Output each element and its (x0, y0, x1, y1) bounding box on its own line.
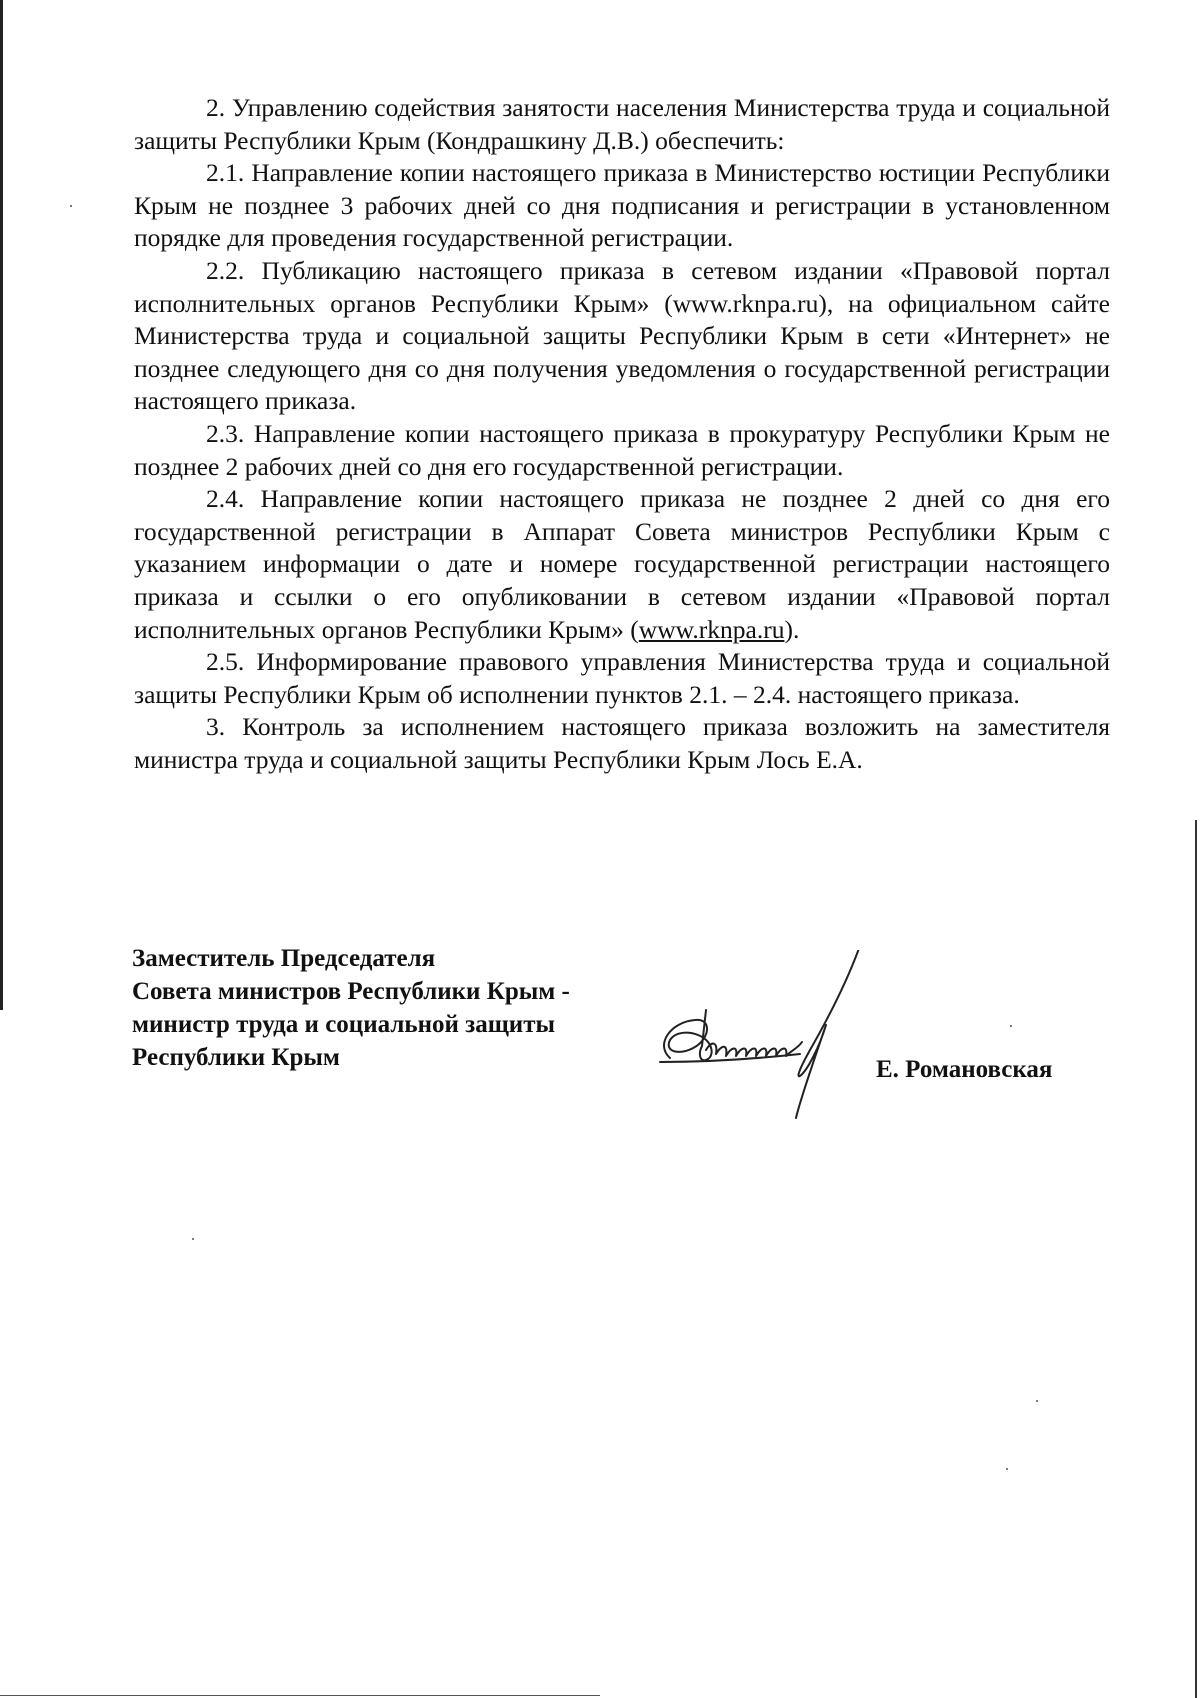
paragraph-2-4-text: 2.4. Направление копии настоящего приказа не позднее 2 дней со дня его государственной регистрации в Аппарат Совета министров Республики Крым с указанием информации о дате и номере государственной регистрации настоящего приказа и ссылки о его опубликовании в сетевом издании «Правовой портал исполнительных органов Республики Крым» ( (134, 484, 1110, 644)
paragraph-2-4-tail: ). (784, 614, 800, 644)
signer-name: Е. Романовская (876, 1056, 1053, 1083)
paragraph-3: 3. Контроль за исполнением настоящего приказа возложить на заместителя министра труда и социальной защиты Республики Крым Лось Е.А. (134, 712, 1110, 774)
scan-speck (1006, 1468, 1008, 1470)
handwritten-signature (650, 950, 900, 1120)
signer-title-line: Совета министров Республики Крым - (132, 978, 570, 1005)
signer-title-line: министр труда и социальной защиты (132, 1011, 555, 1038)
scan-speck (192, 1238, 194, 1240)
scan-speck (1036, 1400, 1038, 1402)
signer-title-line: Заместитель Председателя (132, 945, 436, 972)
paragraph-2-4 (134, 483, 1110, 646)
paragraph-2: 2. Управлению содействия занятости населения Министерства труда и социальной защиты Республики Крым (Кондрашкину Д.В.) обеспечить: (134, 93, 1110, 155)
paragraph-2-3: 2.3. Направление копии настоящего приказа в прокуратуру Республики Крым не позднее 2 рабочих дней со дня его государственной регистрации. (134, 418, 1110, 481)
paragraph-2-2: 2.2. Публикацию настоящего приказа в сетевом издании «Правовой портал исполнительных органов Республики Крым» (www.rknpa.ru), на официальном сайте Министерства труда и социальной защиты Республики Крым в сети «Интернет» не позднее следующего дня со дня получения уведомления о государственной регистрации настоящего приказа. (134, 255, 1110, 416)
signer-title-line: Республики Крым (132, 1044, 340, 1071)
signer-title-block (132, 942, 652, 1074)
scan-edge-right (1195, 820, 1197, 1698)
order-body (134, 92, 1110, 776)
scan-speck (70, 205, 72, 207)
paragraph-2-1: 2.1. Направление копии настоящего приказа в Министерство юстиции Республики Крым не позднее 3 рабочих дней со дня подписания и регистрации в установленном порядке для проведения государственной регистрации. (134, 158, 1110, 253)
paragraph-2-5: 2.5. Информирование правового управления Министерства труда и социальной защиты Республики Крым об исполнении пунктов 2.1. – 2.4. настоящего приказа. (134, 647, 1110, 709)
signature-drawing (650, 950, 900, 1120)
scan-edge-bottom (0, 1695, 600, 1696)
rknpa-link[interactable]: www.rknpa.ru (638, 614, 785, 644)
scan-speck (1010, 1025, 1012, 1027)
scan-edge-left (0, 0, 3, 1010)
